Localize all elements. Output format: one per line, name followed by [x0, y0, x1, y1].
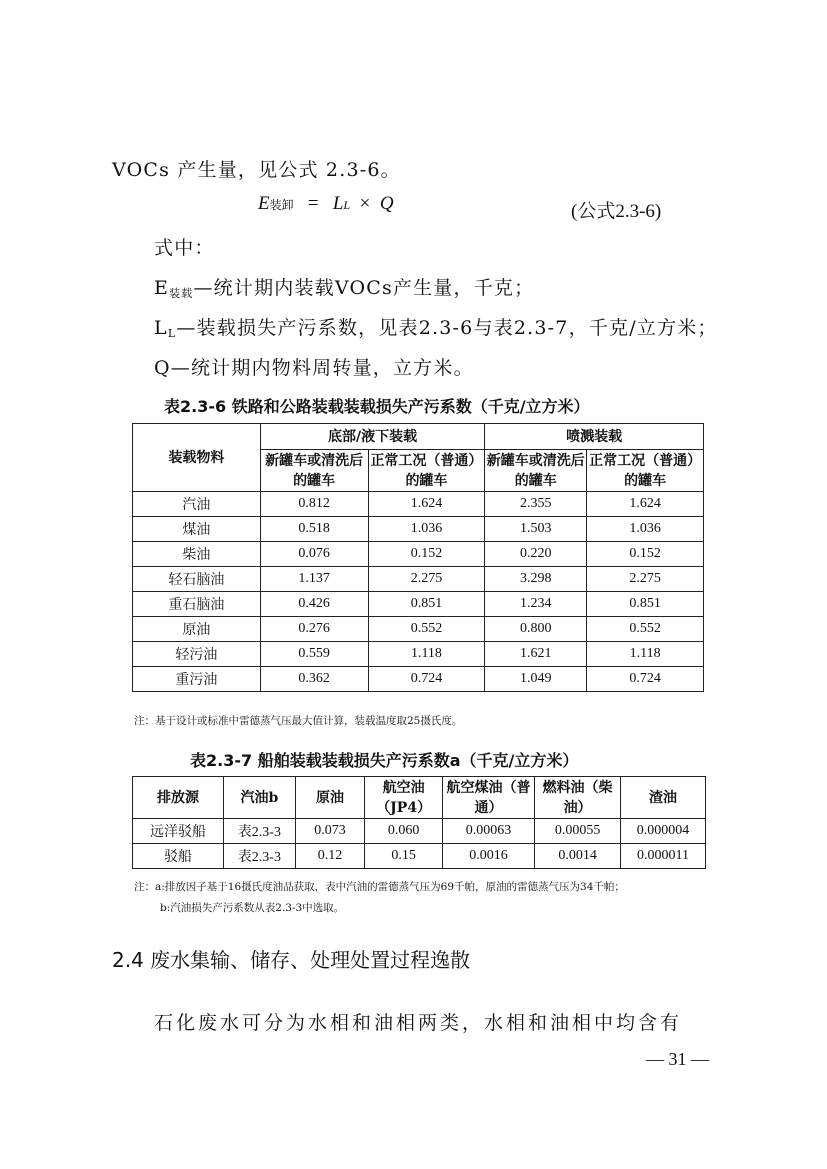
where-label: 式中： [154, 237, 215, 259]
table2 [132, 776, 706, 869]
table-row: 柴油 0.076 0.152 0.220 0.152 [133, 542, 704, 567]
definition-l: LL—装载损失产污系数，见表2.3-6与表2.3-7，千克/立方米； [154, 317, 718, 340]
table-row: 轻石脑油 1.137 2.275 3.298 2.275 [133, 567, 704, 592]
intro-line: VOCs 产生量，见公式 2.3-6。 [112, 159, 401, 181]
table2-note-b: b:汽油损失产污系数从表2.3-3中选取。 [160, 902, 345, 914]
table2-header: 排放源 [133, 777, 224, 819]
table1-group2-header: 喷溅装载 [485, 424, 704, 450]
formula-lhs: E [258, 193, 270, 214]
definition-q: Q—统计期内物料周转量，立方米。 [154, 357, 474, 379]
table2-header: 原油 [295, 777, 365, 819]
table-row: 原油 0.276 0.552 0.800 0.552 [133, 617, 704, 642]
section-heading: 2.4 废水集输、储存、处理处置过程逸散 [112, 948, 471, 972]
table1-group1-header: 底部/液下装载 [260, 424, 485, 450]
table-row: 重污油 0.362 0.724 1.049 0.724 [133, 667, 704, 692]
formula-number: (公式2.3-6) [571, 201, 662, 222]
formula-lhs-sub: 装卸 [269, 198, 294, 212]
table1-sub-header: 正常工况（普通）的罐车 [587, 450, 704, 492]
formula [258, 193, 394, 215]
table-row: 远洋驳船 表2.3-3 0.073 0.060 0.00063 0.00055 0.000004 [133, 819, 706, 844]
table-row: 煤油 0.518 1.036 1.503 1.036 [133, 517, 704, 542]
page-number: — 31 — [646, 1049, 709, 1069]
table1-caption: 表2.3-6 铁路和公路装载装载损失产污系数（千克/立方米） [164, 397, 590, 416]
table2-header: 渣油 [621, 777, 706, 819]
table-row: 驳船 表2.3-3 0.12 0.15 0.0016 0.0014 0.000011 [133, 844, 706, 869]
table2-note-a: 注：a:排放因子基于16摄氏度油品获取，表中汽油的雷德蒸气压为69千帕，原油的雷德蒸气压为34千帕； [134, 881, 625, 893]
table2-header: 燃料油（柴油） [535, 777, 621, 819]
table-row: 轻污油 0.559 1.118 1.621 1.118 [133, 642, 704, 667]
table2-header: 汽油b [224, 777, 296, 819]
table1-sub-header: 新罐车或清洗后的罐车 [260, 450, 368, 492]
paragraph-start: 石化废水可分为水相和油相两类，水相和油相中均含有 [154, 1012, 683, 1034]
formula-q: Q [379, 193, 394, 214]
table1-note: 注：基于设计或标准中雷德蒸气压最大值计算，装载温度取25摄氏度。 [134, 715, 463, 727]
table1-sub-header: 正常工况（普通）的罐车 [368, 450, 485, 492]
table-row: 重石脑油 0.426 0.851 1.234 0.851 [133, 592, 704, 617]
table1-sub-header: 新罐车或清洗后的罐车 [485, 450, 587, 492]
definition-e: E装载—统计期内装载VOCs产生量，千克； [154, 277, 535, 300]
formula-l-sub: L [343, 198, 351, 212]
formula-eq: = [307, 193, 319, 214]
table1 [132, 423, 704, 692]
table-row: 汽油 0.812 1.624 2.355 1.624 [133, 492, 704, 517]
table2-caption: 表2.3-7 船舶装载装载损失产污系数a（千克/立方米） [190, 751, 579, 770]
table2-header: 航空油（JP4） [365, 777, 443, 819]
formula-times: × [359, 193, 371, 214]
table2-header: 航空煤油（普通） [443, 777, 535, 819]
table1-material-header: 装载物料 [133, 424, 261, 492]
formula-l: L [332, 193, 344, 214]
